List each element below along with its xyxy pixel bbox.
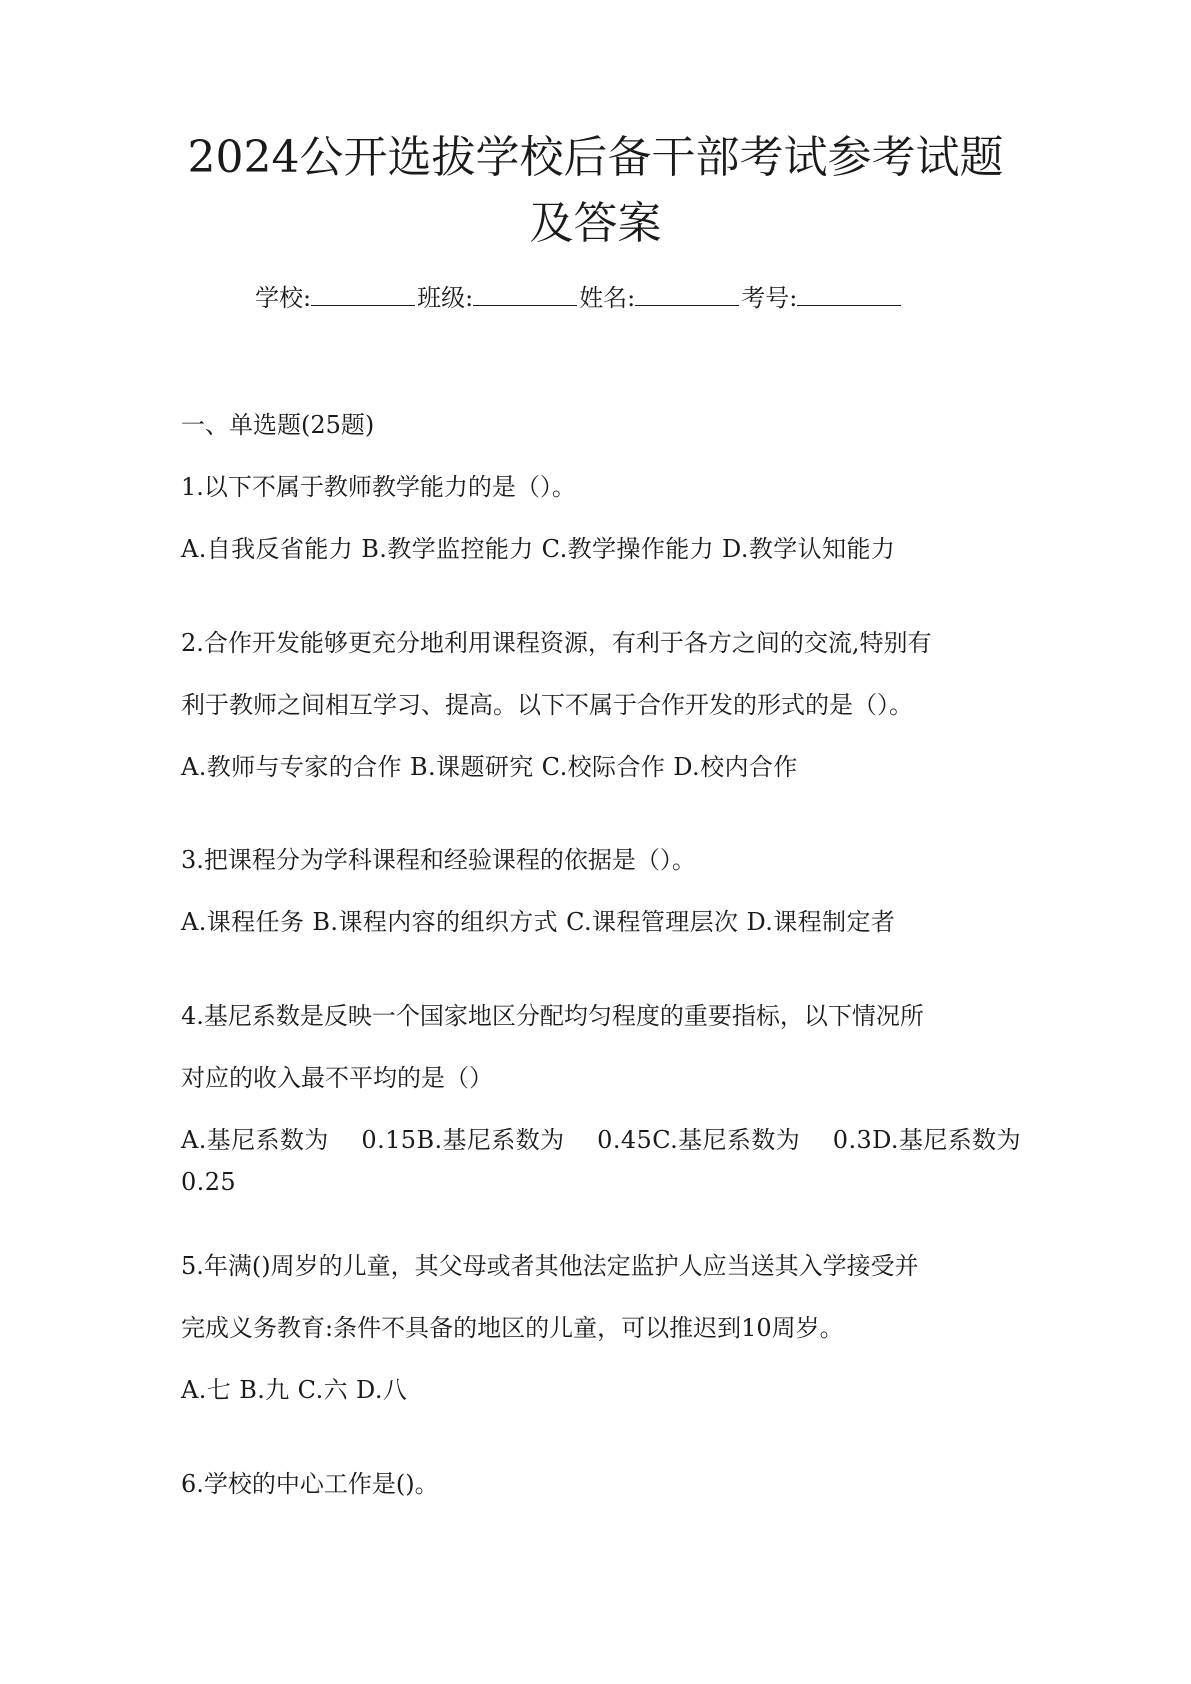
question-4-option-a: A.基尼系数为	[181, 1126, 329, 1154]
question-1-options: A.自我反省能力 B.教学监控能力 C.教学操作能力 D.教学认知能力	[181, 535, 896, 563]
question-1-stem: 1.以下不属于教师教学能力的是（）。	[181, 473, 576, 501]
class-blank	[473, 279, 577, 306]
section-heading: 一、单选题(25题)	[181, 411, 375, 439]
question-4-options-line-1	[181, 1120, 1021, 1160]
question-4-option-c: 0.45C.基尼系数为	[597, 1126, 801, 1154]
question-2-stem-line-2: 利于教师之间相互学习、提高。以下不属于合作开发的形式的是（）。	[181, 691, 913, 719]
page-title-line-1: 2024公开选拔学校后备干部考试参考试题	[187, 132, 1004, 183]
question-5-stem-line-1: 5.年满()周岁的儿童，其父母或者其他法定监护人应当送其入学接受并	[181, 1252, 919, 1280]
question-4-option-d: 0.3D.基尼系数为	[832, 1126, 1021, 1154]
name-blank	[635, 279, 739, 306]
school-blank	[311, 279, 415, 306]
student-info-row	[255, 278, 903, 318]
question-4-stem-line-1: 4.基尼系数是反映一个国家地区分配均匀程度的重要指标，以下情况所	[181, 1002, 924, 1030]
question-4-options-line-2: 0.25	[181, 1168, 237, 1196]
question-4-stem-line-2: 对应的收入最不平均的是（）	[181, 1064, 493, 1092]
name-label: 姓名:	[579, 284, 636, 312]
question-5-stem-line-2: 完成义务教育:条件不具备的地区的儿童，可以推迟到10周岁。	[181, 1314, 844, 1342]
question-5-options: A.七 B.九 C.六 D.八	[181, 1376, 408, 1404]
question-4-option-b: 0.15B.基尼系数为	[361, 1126, 565, 1154]
question-2-options: A.教师与专家的合作 B.课题研究 C.校际合作 D.校内合作	[181, 753, 798, 781]
school-label: 学校:	[255, 284, 312, 312]
exam-number-blank	[797, 279, 901, 306]
exam-number-label: 考号:	[741, 284, 798, 312]
page-title-line-2: 及答案	[529, 198, 662, 249]
question-3-options: A.课程任务 B.课程内容的组织方式 C.课程管理层次 D.课程制定者	[181, 908, 896, 936]
class-label: 班级:	[417, 284, 474, 312]
question-6-stem: 6.学校的中心工作是()。	[181, 1470, 439, 1498]
question-3-stem: 3.把课程分为学科课程和经验课程的依据是（）。	[181, 846, 696, 874]
question-2-stem-line-1: 2.合作开发能够更充分地利用课程资源，有利于各方之间的交流,特别有	[181, 629, 932, 657]
